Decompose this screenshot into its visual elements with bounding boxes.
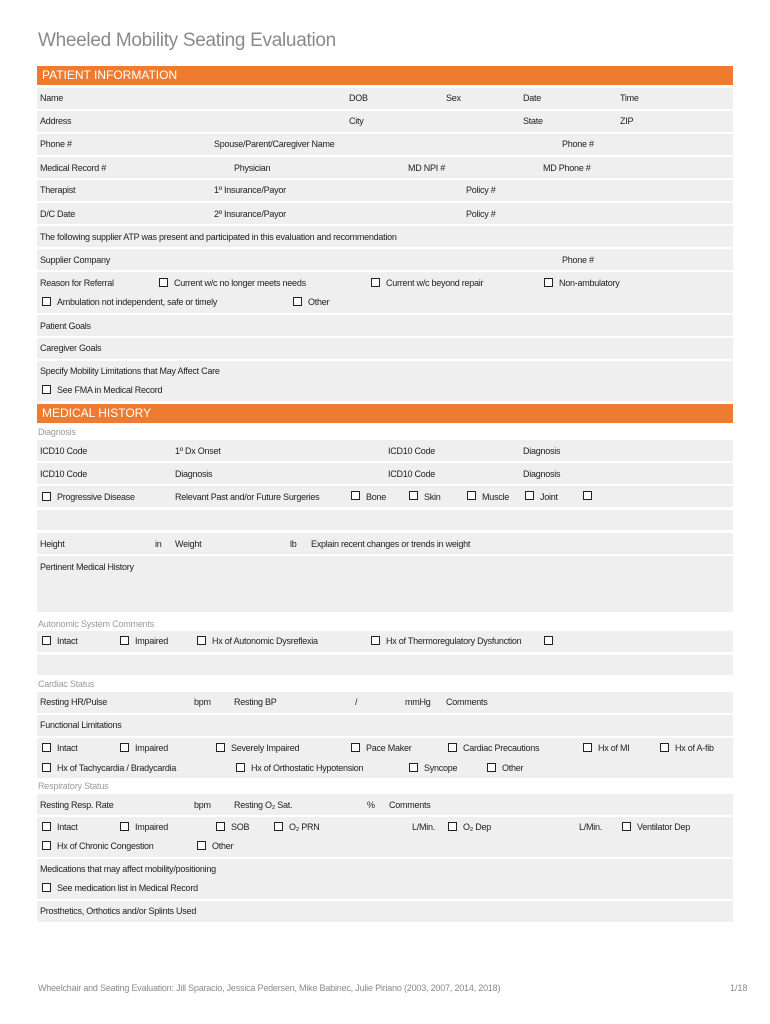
checkbox-cardiac-intact[interactable] bbox=[42, 743, 51, 752]
row-resp-options bbox=[37, 817, 733, 857]
row-functional bbox=[37, 715, 733, 736]
dysreflexia-label: Hx of Autonomic Dysreflexia bbox=[212, 636, 318, 646]
resp-other-label: Other bbox=[212, 841, 234, 851]
page-number: 1/18 bbox=[730, 983, 748, 993]
checkbox-beyond-repair[interactable] bbox=[371, 278, 380, 287]
row-address bbox=[37, 111, 733, 132]
lmin-unit: L/Min. bbox=[412, 822, 436, 832]
cardiac-header: Cardiac Status bbox=[38, 679, 95, 689]
see-meds-label: See medication list in Medical Record bbox=[57, 883, 198, 893]
checkbox-ambulation[interactable] bbox=[42, 297, 51, 306]
sob-label: SOB bbox=[231, 822, 250, 832]
checkbox-non-ambulatory[interactable] bbox=[544, 278, 553, 287]
checkbox-reason-other[interactable] bbox=[293, 297, 302, 306]
time-label: Time bbox=[620, 93, 639, 103]
phone2-label: Phone # bbox=[562, 139, 594, 149]
checkbox-surgery-extra[interactable] bbox=[583, 491, 592, 500]
mobility-limits-label: Specify Mobility Limitations that May Affect Care bbox=[40, 366, 220, 376]
checkbox-cardiac-impaired[interactable] bbox=[120, 743, 129, 752]
resting-resp-label: Resting Resp. Rate bbox=[40, 800, 114, 810]
supplier-label: Supplier Company bbox=[40, 255, 111, 265]
mmhg-unit: mmHg bbox=[405, 697, 431, 707]
row-height-weight bbox=[37, 533, 733, 554]
diagnosis-label: Diagnosis bbox=[523, 446, 561, 456]
checkbox-precautions[interactable] bbox=[448, 743, 457, 752]
icd10-label: ICD10 Code bbox=[40, 446, 88, 456]
checkbox-joint[interactable] bbox=[525, 491, 534, 500]
diagnosis-label-c: Diagnosis bbox=[523, 469, 561, 479]
tachy-label: Hx of Tachycardia / Bradycardia bbox=[57, 763, 177, 773]
resp-impaired-label: Impaired bbox=[135, 822, 169, 832]
autonomic-impaired-label: Impaired bbox=[135, 636, 169, 646]
row-atp-note bbox=[37, 226, 733, 247]
sex-label: Sex bbox=[446, 93, 461, 103]
checkbox-skin[interactable] bbox=[409, 491, 418, 500]
checkbox-no-longer-meets[interactable] bbox=[159, 278, 168, 287]
row-name bbox=[37, 88, 733, 109]
icd10-label-d: ICD10 Code bbox=[388, 469, 436, 479]
physician-label: Physician bbox=[234, 163, 271, 173]
surgeries-label: Relevant Past and/or Future Surgeries bbox=[175, 492, 320, 502]
icd10-label-c: ICD10 Code bbox=[40, 469, 88, 479]
o2-dep-label: O₂ Dep bbox=[463, 822, 492, 832]
row-resting-resp bbox=[37, 794, 733, 815]
checkbox-autonomic-extra[interactable] bbox=[544, 636, 553, 645]
checkbox-pacemaker[interactable] bbox=[351, 743, 360, 752]
insurance2-label: 2º Insurance/Payor bbox=[214, 209, 286, 219]
functional-label: Functional Limitations bbox=[40, 720, 122, 730]
pertinent-label: Pertinent Medical History bbox=[40, 562, 134, 572]
pct-unit: % bbox=[367, 800, 375, 810]
section-header-medical: MEDICAL HISTORY bbox=[37, 404, 733, 423]
reason-opt-3: Non-ambulatory bbox=[559, 278, 620, 288]
muscle-label: Muscle bbox=[482, 492, 510, 502]
row-caregiver-goals bbox=[37, 338, 733, 359]
row-icd10-2 bbox=[37, 463, 733, 484]
checkbox-hx-mi[interactable] bbox=[583, 743, 592, 752]
height-label: Height bbox=[40, 539, 65, 549]
address-label: Address bbox=[40, 116, 72, 126]
row-medications bbox=[37, 859, 733, 899]
thermo-label: Hx of Thermoregulatory Dysfunction bbox=[386, 636, 522, 646]
see-fma-label: See FMA in Medical Record bbox=[57, 385, 163, 395]
policy2-label: Policy # bbox=[466, 209, 496, 219]
checkbox-ortho[interactable] bbox=[236, 763, 245, 772]
weight-trends-label: Explain recent changes or trends in weight bbox=[311, 539, 471, 549]
checkbox-autonomic-intact[interactable] bbox=[42, 636, 51, 645]
date-label: Date bbox=[523, 93, 542, 103]
diagnosis-label-b: Diagnosis bbox=[175, 469, 213, 479]
diagnosis-header: Diagnosis bbox=[38, 427, 76, 437]
bone-label: Bone bbox=[366, 492, 387, 502]
reason-opt-2: Current w/c beyond repair bbox=[386, 278, 484, 288]
checkbox-resp-other[interactable] bbox=[197, 841, 206, 850]
hx-afib-label: Hx of A-fib bbox=[675, 743, 714, 753]
phone-label: Phone # bbox=[40, 139, 72, 149]
checkbox-see-meds[interactable] bbox=[42, 883, 51, 892]
row-blank-2 bbox=[37, 655, 733, 675]
o2-prn-label: O₂ PRN bbox=[289, 822, 320, 832]
md-npi-label: MD NPI # bbox=[408, 163, 446, 173]
name-label: Name bbox=[40, 93, 64, 103]
vent-label: Ventilator Dep bbox=[637, 822, 691, 832]
row-resting-hr bbox=[37, 692, 733, 713]
checkbox-severely[interactable] bbox=[216, 743, 225, 752]
cardiac-impaired-label: Impaired bbox=[135, 743, 169, 753]
row-patient-goals bbox=[37, 315, 733, 336]
city-label: City bbox=[349, 116, 364, 126]
dc-date-label: D/C Date bbox=[40, 209, 76, 219]
progressive-label: Progressive Disease bbox=[57, 492, 135, 502]
section-header-patient: PATIENT INFORMATION bbox=[37, 66, 733, 85]
checkbox-o2-dep[interactable] bbox=[448, 822, 457, 831]
bpm-unit: bpm bbox=[194, 697, 211, 707]
row-icd10-1 bbox=[37, 440, 733, 461]
checkbox-hx-afib[interactable] bbox=[660, 743, 669, 752]
row-pertinent-history bbox=[37, 556, 733, 612]
row-mrn bbox=[37, 157, 733, 178]
mrn-label: Medical Record # bbox=[40, 163, 107, 173]
severely-label: Severely Impaired bbox=[231, 743, 300, 753]
dx-onset-label: 1º Dx Onset bbox=[175, 446, 221, 456]
spouse-label: Spouse/Parent/Caregiver Name bbox=[214, 139, 335, 149]
checkbox-tachy[interactable] bbox=[42, 763, 51, 772]
respiratory-header: Respiratory Status bbox=[38, 781, 109, 791]
ortho-label: Hx of Orthostatic Hypotension bbox=[251, 763, 364, 773]
atp-note: The following supplier ATP was present and participated in this evaluation and recommendation bbox=[40, 232, 397, 242]
checkbox-see-fma[interactable] bbox=[42, 385, 51, 394]
bpm-unit-2: bpm bbox=[194, 800, 211, 810]
checkbox-autonomic-impaired[interactable] bbox=[120, 636, 129, 645]
reason-opt-4: Ambulation not independent, safe or timely bbox=[57, 297, 218, 307]
resting-o2-label: Resting O₂ Sat. bbox=[234, 800, 293, 810]
zip-label: ZIP bbox=[620, 116, 634, 126]
state-label: State bbox=[523, 116, 543, 126]
checkbox-syncope[interactable] bbox=[409, 763, 418, 772]
cardiac-other-label: Other bbox=[502, 763, 524, 773]
row-phone bbox=[37, 134, 733, 155]
row-blank-1 bbox=[37, 510, 733, 530]
checkbox-resp-impaired[interactable] bbox=[120, 822, 129, 831]
autonomic-intact-label: Intact bbox=[57, 636, 78, 646]
joint-label: Joint bbox=[540, 492, 558, 502]
page-title: Wheeled Mobility Seating Evaluation bbox=[38, 30, 336, 51]
reason-opt-5: Other bbox=[308, 297, 330, 307]
checkbox-chronic[interactable] bbox=[42, 841, 51, 850]
weight-label: Weight bbox=[175, 539, 202, 549]
dob-label: DOB bbox=[349, 93, 368, 103]
checkbox-bone[interactable] bbox=[351, 491, 360, 500]
meds-label: Medications that may affect mobility/positioning bbox=[40, 864, 216, 874]
row-progressive bbox=[37, 486, 733, 507]
pacemaker-label: Pace Maker bbox=[366, 743, 412, 753]
insurance1-label: 1º Insurance/Payor bbox=[214, 185, 286, 195]
row-therapist bbox=[37, 180, 733, 201]
policy1-label: Policy # bbox=[466, 185, 496, 195]
in-unit: in bbox=[155, 539, 162, 549]
checkbox-vent[interactable] bbox=[622, 822, 631, 831]
reason-label: Reason for Referral bbox=[40, 278, 114, 288]
prosthetics-label: Prosthetics, Orthotics and/or Splints Used bbox=[40, 906, 197, 916]
patient-goals-label: Patient Goals bbox=[40, 321, 91, 331]
syncope-label: Syncope bbox=[424, 763, 458, 773]
hx-mi-label: Hx of MI bbox=[598, 743, 630, 753]
row-referral bbox=[37, 272, 733, 313]
precautions-label: Cardiac Precautions bbox=[463, 743, 540, 753]
row-prosthetics bbox=[37, 901, 733, 922]
row-autonomic bbox=[37, 631, 733, 652]
supplier-phone-label: Phone # bbox=[562, 255, 594, 265]
caregiver-goals-label: Caregiver Goals bbox=[40, 343, 102, 353]
checkbox-progressive[interactable] bbox=[42, 492, 51, 501]
lmin-unit-2: L/Min. bbox=[579, 822, 603, 832]
icd10-label-b: ICD10 Code bbox=[388, 446, 436, 456]
resp-intact-label: Intact bbox=[57, 822, 78, 832]
checkbox-muscle[interactable] bbox=[467, 491, 476, 500]
checkbox-sob[interactable] bbox=[216, 822, 225, 831]
resting-bp-label: Resting BP bbox=[234, 697, 277, 707]
resting-hr-label: Resting HR/Pulse bbox=[40, 697, 108, 707]
skin-label: Skin bbox=[424, 492, 441, 502]
lb-unit: lb bbox=[290, 539, 297, 549]
row-cardiac-options bbox=[37, 738, 733, 778]
footer-citation: Wheelchair and Seating Evaluation: Jill Sparacio, Jessica Pedersen, Mike Babinec, Julie Piriano (2003, 2007, 2014, 2018) bbox=[38, 983, 501, 993]
checkbox-o2-prn[interactable] bbox=[274, 822, 283, 831]
row-mobility-limits bbox=[37, 361, 733, 401]
resp-comments-label: Comments bbox=[389, 800, 431, 810]
checkbox-dysreflexia[interactable] bbox=[197, 636, 206, 645]
therapist-label: Therapist bbox=[40, 185, 76, 195]
checkbox-thermo[interactable] bbox=[371, 636, 380, 645]
md-phone-label: MD Phone # bbox=[543, 163, 591, 173]
checkbox-resp-intact[interactable] bbox=[42, 822, 51, 831]
bp-slash: / bbox=[355, 697, 358, 707]
chronic-label: Hx of Chronic Congestion bbox=[57, 841, 154, 851]
checkbox-cardiac-other[interactable] bbox=[487, 763, 496, 772]
reason-opt-1: Current w/c no longer meets needs bbox=[174, 278, 306, 288]
cardiac-intact-label: Intact bbox=[57, 743, 78, 753]
autonomic-header: Autonomic System Comments bbox=[38, 619, 155, 629]
cardiac-comments-label: Comments bbox=[446, 697, 488, 707]
row-dc-date bbox=[37, 203, 733, 224]
row-supplier bbox=[37, 249, 733, 270]
